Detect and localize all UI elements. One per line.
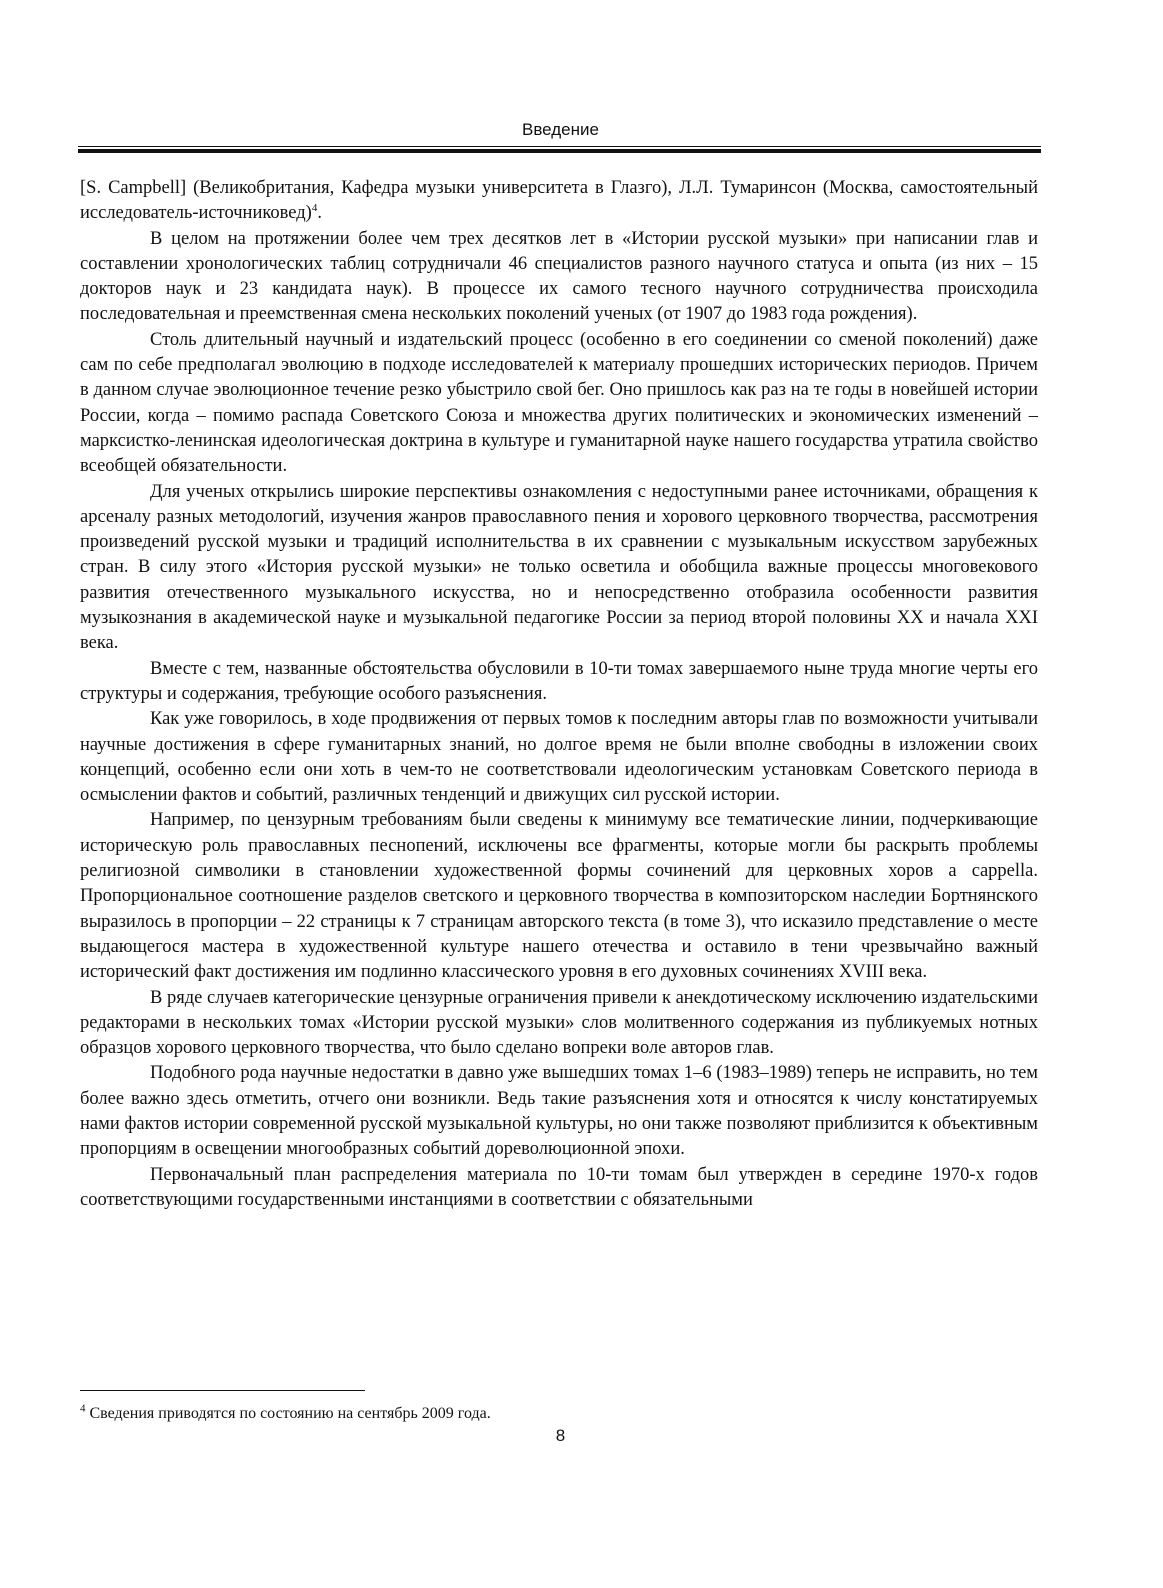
paragraph-2: В целом на протяжении более чем трех десятков лет в «Истории русской музыки» при написании глав и составлении хронологических таблиц сотрудничали 46 специалистов разного научного статуса и опыта (из них – 15 докторов наук и 23 кандидата наук). В процессе их самого тесного научного сотрудничества происходила последовательная и преемственная смена нескольких поколений ученых (от 1907 до 1983 года рождения).: [80, 228, 1038, 325]
footnote-text: Сведения приводятся по состоянию на сентябрь 2009 года.: [89, 1405, 491, 1422]
paragraph-8: В ряде случаев категорические цензурные ограничения привели к анекдотическому исключению издательскими редакторами в нескольких томах «Истории русской музыки» слов молитвенного содержания из публикуемых нотных образцов хорового церковного творчества, что было сделано вопреки воле авторов глав.: [80, 987, 1038, 1059]
footnote-4: [80, 1403, 1038, 1425]
header-rule-thick: [78, 149, 1041, 153]
paragraph-7: Например, по цензурным требованиям были сведены к минимуму все тематические линии, подчеркивающие историческую роль православных песнопений, исключены все фрагменты, которые могли бы раскрыть проблемы религиозной символики в становлении художественной формы сочинений для церковных хоров a cappella. Пропорциональное соотношение разделов светского и церковного творчества в композиторском наследии Бортнянского выразилось в пропорции – 22 страницы к 7 страницам авторского текста (в томе 3), что исказило представление о месте выдающегося мастера в художественной культуре нашего отечества и оставило в тени чрезвычайно важный исторический факт достижения им подлинно классического уровня в его духовных сочинениях XVIII века.: [80, 810, 1038, 983]
paragraph-4: Для ученых открылись широкие перспективы ознакомления с недоступными ранее источниками, обращения к арсеналу разных методологий, изучения жанров православного пения и хорового церковного творчества, рассмотрения произведений русской музыки и традиций исполнительства в их сравнении с музыкальным искусством зарубежных стран. В силу этого «История русской музыки» не только осветила и обобщила важные процессы многовекового развития отечественного музыкального искусства, но и непосредственно отобразила особенности развития музыкознания в академической науке и музыкальной педагогике России за период второй половины XX и начала XXI века.: [80, 481, 1038, 654]
body-text: [80, 176, 1038, 1213]
paragraph-1-end: .: [317, 203, 322, 224]
paragraph-1-text: [S. Campbell] (Великобритания, Кафедра музыки университета в Глазго), Л.Л. Тумаринсон (Москва, самостоятельный исследователь-источниковед): [80, 178, 1038, 224]
footnote-mark: 4: [80, 1402, 86, 1415]
paragraph-9: Подобного рода научные недостатки в давно уже вышедших томах 1–6 (1983–1989) теперь не исправить, но тем более важно здесь отметить, отчего они возникли. Ведь такие разъяснения хотя и относятся к числу констатируемых нами фактов истории современной русской музыкальной культуры, но они также позволяют приблизится к объективным пропорциям в освещении многообразных событий дореволюционной эпохи.: [80, 1063, 1038, 1160]
footnote-rule: [80, 1390, 365, 1391]
header-rule-thin: [78, 146, 1041, 147]
paragraph-6: Как уже говорилось, в ходе продвижения от первых томов к последним авторы глав по возможности учитывали научные достижения в сфере гуманитарных знаний, но долгое время не были вполне свободны в изложении своих концепций, особенно если они хоть в чем-то не соответствовали идеологическим установкам Советского периода в осмыслении фактов и событий, различных тенденций и движущих сил русской истории.: [80, 709, 1038, 806]
paragraph-10: Первоначальный план распределения материала по 10-ти томам был утвержден в середине 1970-х годов соответствующими государственными инстанциями в соответствии с обязательными: [80, 1164, 1038, 1210]
running-head: Введение: [522, 120, 599, 139]
page-number: 8: [555, 1426, 566, 1445]
paragraph-1: [80, 176, 1038, 227]
paragraph-5: Вместе с тем, названные обстоятельства обусловили в 10-ти томах завершаемого ныне труда многие черты его структуры и содержания, требующие особого разъяснения.: [80, 658, 1038, 704]
paragraph-3: Столь длительный научный и издательский процесс (особенно в его соединении со сменой поколений) даже сам по себе предполагал эволюцию в подходе исследователей к материалу прошедших исторических периодов. Причем в данном случае эволюционное течение резко убыстрило свой бег. Оно пришлось как раз на те годы в новейшей истории России, когда – помимо распада Советского Союза и множества других политических и экономических изменений – марксистко-ленинская идеологическая доктрина в культуре и гуманитарной науке нашего государства утратила свойство всеобщей обязательности.: [80, 329, 1038, 477]
footnote-ref[interactable]: 4: [311, 202, 318, 215]
